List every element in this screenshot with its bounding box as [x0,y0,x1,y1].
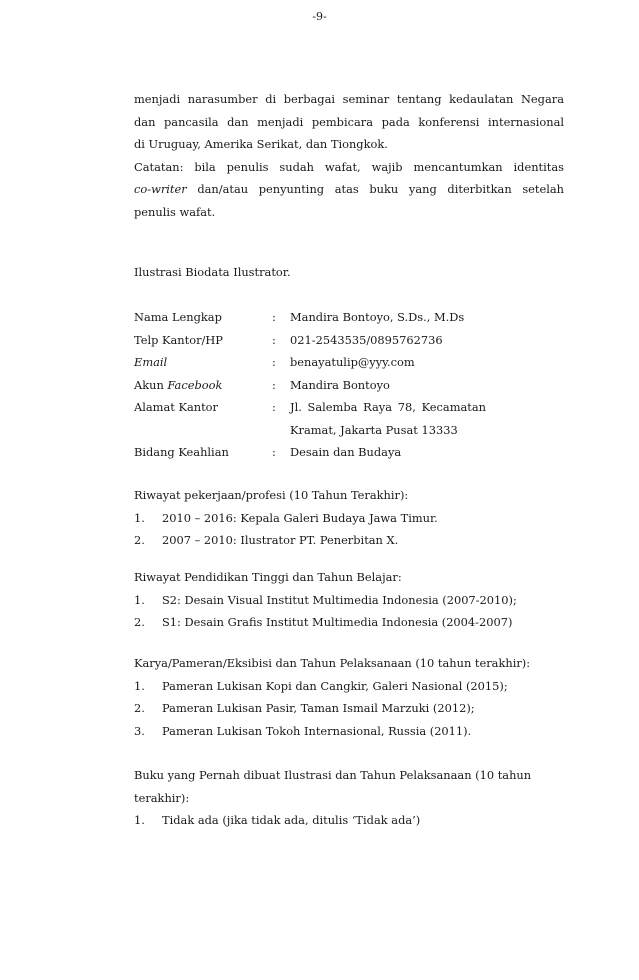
list-item [134,529,564,552]
list-text: 2010 – 2016: Kepala Galeri Budaya Jawa Timur. [162,510,438,525]
books-section [134,764,564,832]
list-text: Pameran Lukisan Pasir, Taman Ismail Marzuki (2012); [162,701,475,715]
colon: : [272,377,276,392]
list-item [134,809,564,832]
note-line-3: penulis wafat. [134,204,216,219]
list-text: Pameran Lukisan Kopi dan Cangkir, Galeri Nasional (2015); [162,678,508,693]
list-number: 1. [134,813,145,827]
intro-section [134,88,564,223]
bio-row-expertise [134,441,564,464]
colon: : [272,355,276,369]
facebook-label-italic: Facebook [167,377,223,392]
facebook-value: Mandira Bontoyo [290,377,390,392]
email-label: Email [134,355,168,369]
address-label: Alamat Kantor [134,400,218,414]
address-value [290,396,564,441]
colon: : [272,445,276,459]
bio-row-phone [134,329,564,352]
list-number: 1. [134,592,145,607]
note-line-2 [134,178,564,201]
phone-value: 021-2543535/0895762736 [290,332,443,347]
list-number: 3. [134,723,145,738]
address-line-1: Jl. Salemba Raya 78, Kecamatan [290,400,486,414]
note-line-1: Catatan: bila penulis sudah wafat, wajib mencantumkan identitas [134,159,564,174]
list-number: 2. [134,533,145,547]
bio-row-name [134,306,564,329]
facebook-label [134,374,272,397]
list-number: 1. [134,678,145,693]
list-number: 2. [134,701,145,715]
list-text: Tidak ada (jika tidak ada, ditulis ‘Tidak ada’) [162,813,421,827]
expertise-value: Desain dan Budaya [290,445,402,459]
list-text: 2007 – 2010: Ilustrator PT. Penerbitan X. [162,533,399,547]
books-title-line-2: terakhir): [134,790,190,805]
intro-line-3: di Uruguay, Amerika Serikat, dan Tiongkok. [134,137,388,151]
name-label: Nama Lengkap [134,310,222,324]
bio-heading-section [134,261,564,284]
books-title-line-1: Buku yang Pernah dibuat Ilustrasi dan Tahun Pelaksanaan (10 tahun [134,768,532,782]
expertise-label: Bidang Keahlian [134,445,229,459]
bio-row-email [134,351,564,374]
education-section [134,566,564,634]
bio-row-address [134,396,564,441]
list-number: 2. [134,615,145,629]
email-value: benayatulip@yyy.com [290,355,415,369]
phone-label: Telp Kantor/HP [134,332,223,347]
list-item [134,697,564,720]
colon: : [272,332,276,347]
list-text: S1: Desain Grafis Institut Multimedia Indonesia (2004-2007) [162,615,513,629]
list-item [134,589,564,612]
work-history-section [134,484,564,552]
work-history-title: Riwayat pekerjaan/profesi (10 Tahun Terakhir): [134,488,409,502]
list-number: 1. [134,510,145,525]
exhibitions-section [134,652,564,742]
list-item [134,507,564,530]
bio-row-facebook [134,374,564,397]
education-title: Riwayat Pendidikan Tinggi dan Tahun Belajar: [134,570,402,584]
colon: : [272,310,276,324]
list-text: S2: Desain Visual Institut Multimedia Indonesia (2007-2010); [162,592,517,607]
address-line-2: Kramat, Jakarta Pusat 13333 [290,422,458,437]
bio-table [134,306,564,464]
name-value: Mandira Bontoyo, S.Ds., M.Ds [290,310,465,324]
bio-heading: Ilustrasi Biodata Ilustrator. [134,265,291,279]
co-writer-term: co-writer [134,182,187,196]
page-number: -9- [312,10,327,23]
exhibitions-title: Karya/Pameran/Eksibisi dan Tahun Pelaksanaan (10 tahun terakhir): [134,656,531,670]
list-item [134,675,564,698]
list-text: Pameran Lukisan Tokoh Internasional, Russia (2011). [162,723,472,738]
intro-line-2: dan pancasila dan menjadi pembicara pada konferensi internasional [134,114,564,129]
list-item [134,611,564,634]
intro-line-1: menjadi narasumber di berbagai seminar tentang kedaulatan Negara [134,92,564,106]
list-item [134,720,564,743]
colon: : [272,400,276,414]
note-line-2-rest: dan/atau penyunting atas buku yang diterbitkan setelah [186,182,564,196]
facebook-label-prefix: Akun [134,377,168,392]
